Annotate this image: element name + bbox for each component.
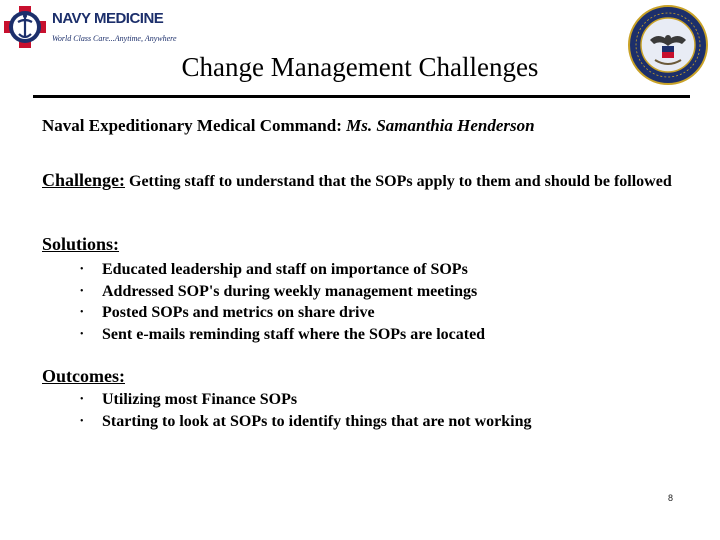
bullet-icon: • [80,307,84,318]
title-divider [33,95,690,98]
solutions-list [78,259,485,345]
logo-brand-text: NAVY MEDICINE [52,10,164,27]
list-item [78,389,532,411]
challenge-heading: Challenge: [42,170,125,190]
command-label: Naval Expeditionary Medical Command: [42,116,342,135]
challenge-text: Getting staff to understand that the SOPs apply to them and should be followed [129,173,672,190]
outcomes-heading: Outcomes: [42,366,125,386]
list-item-text: Educated leadership and staff on importance of SOPs [102,261,468,278]
command-line [42,116,535,136]
command-person-name: Ms. Samanthia Henderson [346,116,535,135]
list-item [78,411,532,433]
bullet-icon: • [80,415,84,427]
list-item [78,324,485,346]
navy-medicine-emblem-icon [2,4,48,50]
bullet-icon: • [80,285,84,297]
list-item [78,281,485,303]
navy-medicine-logo [0,4,177,50]
list-item-text: Sent e-mails reminding staff where the SOPs are located [102,325,486,343]
bullet-icon: • [80,264,84,275]
list-item-text: Addressed SOP's during weekly management meetings [102,282,478,300]
challenge-section [42,168,682,194]
list-item-text: Utilizing most Finance SOPs [102,391,298,408]
page-number: 8 [668,493,674,503]
solutions-heading: Solutions: [42,234,120,254]
list-item [78,259,485,281]
list-item-text: Posted SOPs and metrics on share drive [102,304,375,321]
list-item-text: Starting to look at SOPs to identify things that are not working [102,412,532,430]
page-title: Change Management Challenges [181,52,539,82]
outcomes-list [78,389,532,432]
bullet-icon: • [80,394,84,405]
list-item [78,302,485,324]
bullet-icon: • [80,328,84,340]
logo-tagline: World Class Care...Anytime, Anywhere [52,34,177,43]
